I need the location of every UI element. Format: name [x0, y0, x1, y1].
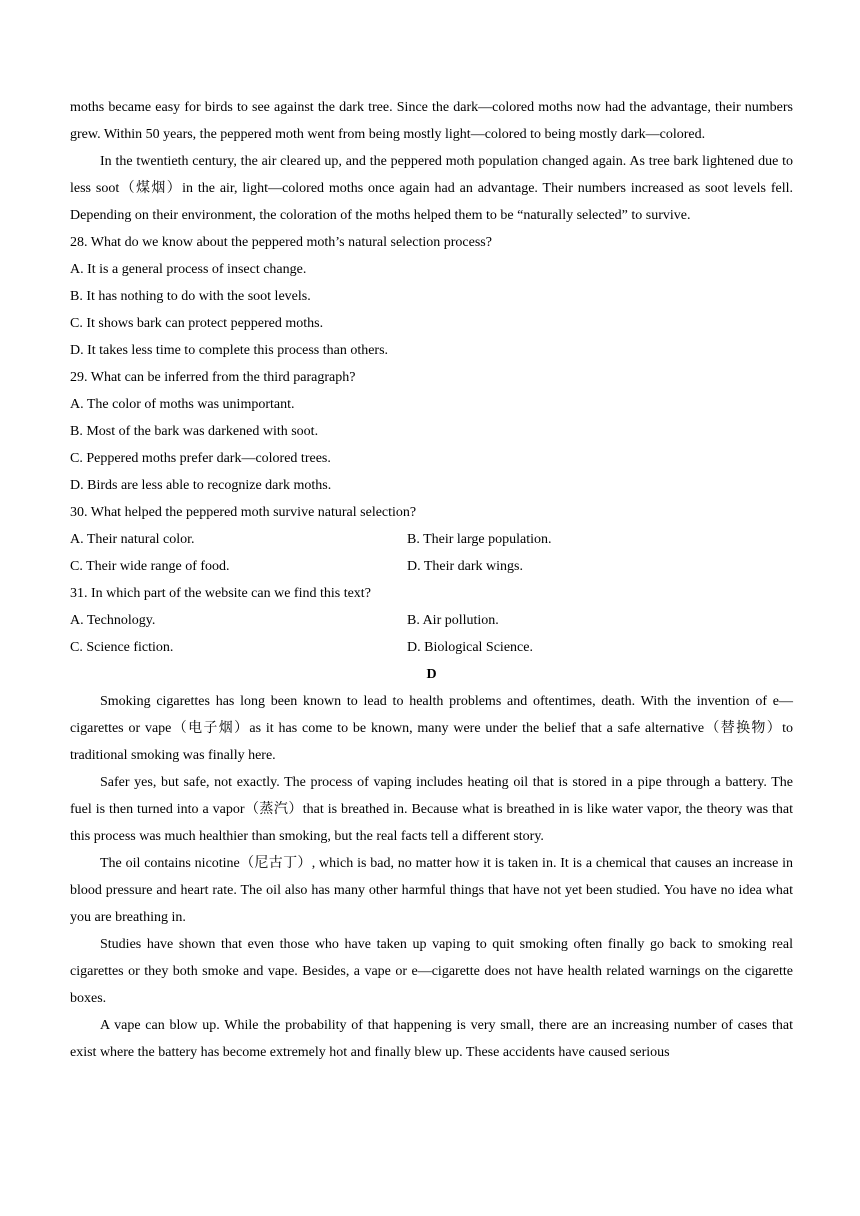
option-a: A. Their natural color. [70, 532, 195, 547]
option-d: D. Biological Science. [407, 640, 533, 655]
passage-d-paragraph-5: A vape can blow up. While the probability of that happening is very small, there are an increasing number of cases that exist where the battery has become extremely hot and finally blew up. These accidents have caused serious [70, 1018, 793, 1060]
option-d: D. Birds are less able to recognize dark moths. [70, 478, 332, 493]
option-b: B. Their large population. [407, 532, 552, 547]
document-body [70, 94, 793, 1066]
question-31 [70, 580, 793, 661]
option-d: D. It takes less time to complete this process than others. [70, 343, 389, 358]
question-stem: 28. What do we know about the peppered moth’s natural selection process? [70, 235, 492, 250]
passage-d-paragraph-2: Safer yes, but safe, not exactly. The process of vaping includes heating oil that is stored in a pipe through a battery. The fuel is then turned into a vapor（蒸汽）that is breathed in. Because what is breathed in is like water vapor, the theory was that this process was much healthier than smoking, but the real facts tell a different story. [70, 775, 793, 844]
passage-c-paragraph-3: In the twentieth century, the air cleared up, and the peppered moth population changed again. As tree bark lightened due to less soot（煤烟）in the air, light—colored moths once again had an advantage. Their numbers increased as soot levels fell. Depending on their environment, the coloration of the moths helped them to be “naturally selected” to survive. [70, 154, 793, 223]
option-c: C. It shows bark can protect peppered moths. [70, 316, 324, 331]
option-a: A. Technology. [70, 613, 156, 628]
passage-c-paragraph-2-end: moths became easy for birds to see against the dark tree. Since the dark—colored moths now had the advantage, their numbers grew. Within 50 years, the peppered moth went from being mostly light—colored to being mostly dark—colored. [70, 100, 793, 142]
option-b: B. Air pollution. [407, 613, 499, 628]
option-c: C. Science fiction. [70, 640, 174, 655]
passage-d-paragraph-1: Smoking cigarettes has long been known to lead to health problems and oftentimes, death. With the invention of e—cigarettes or vape（电子烟）as it has come to be known, many were under the belief that a safe alternative（替换物）to traditional smoking was finally here. [70, 694, 793, 763]
passage-d-paragraph-3: The oil contains nicotine（尼古丁）, which is bad, no matter how it is taken in. It is a chemical that causes an increase in blood pressure and heart rate. The oil also has many other harmful things that have not yet been studied. You have no idea what you are breathing in. [70, 856, 793, 925]
options-grid [70, 607, 793, 661]
option-d: D. Their dark wings. [407, 559, 523, 574]
question-30 [70, 499, 793, 580]
passage-d-paragraph-4: Studies have shown that even those who have taken up vaping to quit smoking often finally go back to smoking real cigarettes or they both smoke and vape. Besides, a vape or e—cigarette does not have health related warnings on the cigarette boxes. [70, 937, 793, 1006]
question-29 [70, 364, 793, 499]
option-c: C. Peppered moths prefer dark—colored trees. [70, 451, 331, 466]
question-stem: 30. What helped the peppered moth survive natural selection? [70, 505, 417, 520]
option-a: A. It is a general process of insect change. [70, 262, 307, 277]
question-stem: 29. What can be inferred from the third paragraph? [70, 370, 356, 385]
option-a: A. The color of moths was unimportant. [70, 397, 295, 412]
options-grid [70, 526, 793, 580]
question-28 [70, 229, 793, 364]
question-stem: 31. In which part of the website can we find this text? [70, 586, 371, 601]
option-b: B. Most of the bark was darkened with soot. [70, 424, 319, 439]
section-heading: D [426, 667, 437, 682]
option-b: B. It has nothing to do with the soot levels. [70, 289, 311, 304]
option-c: C. Their wide range of food. [70, 559, 230, 574]
